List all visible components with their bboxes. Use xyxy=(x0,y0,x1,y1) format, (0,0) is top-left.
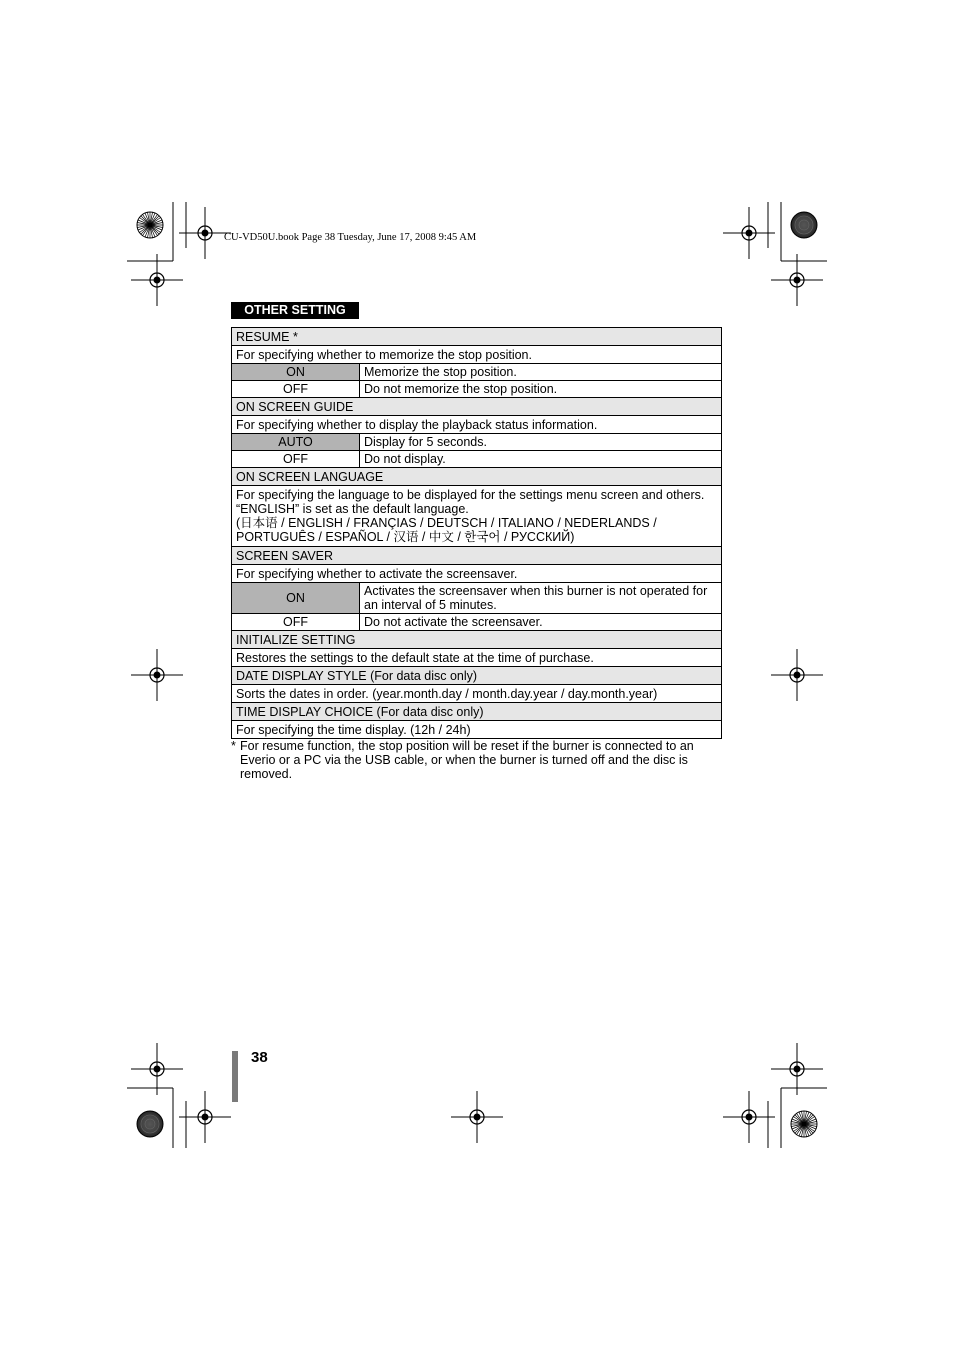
setting-description: For specifying the time display. (12h / 24h) xyxy=(232,721,722,739)
table-row xyxy=(232,451,722,468)
setting-title-guide: ON SCREEN GUIDE xyxy=(232,398,722,416)
page-marker-bar xyxy=(232,1051,238,1102)
section-label: OTHER SETTING xyxy=(231,302,359,319)
table-row xyxy=(232,565,722,583)
table-row xyxy=(232,703,722,721)
setting-description: Restores the settings to the default state at the time of purchase. xyxy=(232,649,722,667)
print-header: CU-VD50U.book Page 38 Tuesday, June 17, 2008 9:45 AM xyxy=(224,232,477,243)
table-row xyxy=(232,434,722,451)
option-text: Do not display. xyxy=(360,451,722,468)
setting-description xyxy=(232,486,722,547)
option-label: OFF xyxy=(232,451,360,468)
language-line: For specifying the language to be displayed for the settings menu screen and others. xyxy=(236,488,705,502)
setting-description: Sorts the dates in order. (year.month.day / month.day.year / day.month.year) xyxy=(232,685,722,703)
table-row xyxy=(232,547,722,565)
table-row xyxy=(232,583,722,614)
option-label: ON xyxy=(232,583,360,614)
table-row xyxy=(232,416,722,434)
table-row xyxy=(232,721,722,739)
setting-description: For specifying whether to activate the screensaver. xyxy=(232,565,722,583)
option-label: AUTO xyxy=(232,434,360,451)
setting-title-date-style: DATE DISPLAY STYLE (For data disc only) xyxy=(232,667,722,685)
language-line: “ENGLISH” is set as the default language. xyxy=(236,502,469,516)
table-row xyxy=(232,381,722,398)
table-row xyxy=(232,631,722,649)
option-text: Memorize the stop position. xyxy=(360,364,722,381)
table-row xyxy=(232,685,722,703)
settings-table xyxy=(231,327,722,739)
table-row xyxy=(232,364,722,381)
setting-title-screen-saver: SCREEN SAVER xyxy=(232,547,722,565)
option-text: Activates the screensaver when this burner is not operated for an interval of 5 minutes. xyxy=(360,583,722,614)
table-row xyxy=(232,468,722,486)
table-row xyxy=(232,649,722,667)
language-line: (日本语 / ENGLISH / FRANÇIAS / DEUTSCH / ITALIANO / NEDERLANDS / xyxy=(236,516,657,530)
setting-title-initialize: INITIALIZE SETTING xyxy=(232,631,722,649)
table-row xyxy=(232,667,722,685)
footnote-text: For resume function, the stop position will be reset if the burner is connected to an Everio or a PC via the USB cable, or when the burner is turned off and the disc is removed. xyxy=(240,739,694,781)
option-label: ON xyxy=(232,364,360,381)
option-text: Do not activate the screensaver. xyxy=(360,614,722,631)
setting-title-resume: RESUME * xyxy=(232,328,722,346)
table-row xyxy=(232,398,722,416)
footnote-mark: * xyxy=(231,739,236,753)
table-row xyxy=(232,346,722,364)
setting-description: For specifying whether to memorize the stop position. xyxy=(232,346,722,364)
option-label: OFF xyxy=(232,614,360,631)
option-text: Do not memorize the stop position. xyxy=(360,381,722,398)
setting-description: For specifying whether to display the playback status information. xyxy=(232,416,722,434)
footnote xyxy=(231,740,721,781)
table-row xyxy=(232,328,722,346)
language-line: PORTUGUÊS / ESPAÑOL / 汉语 / 中文 / 한국어 / РУССКИЙ) xyxy=(236,530,575,544)
setting-title-language: ON SCREEN LANGUAGE xyxy=(232,468,722,486)
page-number: 38 xyxy=(251,1049,268,1066)
setting-title-time-choice: TIME DISPLAY CHOICE (For data disc only) xyxy=(232,703,722,721)
option-label: OFF xyxy=(232,381,360,398)
table-row xyxy=(232,486,722,547)
option-text: Display for 5 seconds. xyxy=(360,434,722,451)
table-row xyxy=(232,614,722,631)
